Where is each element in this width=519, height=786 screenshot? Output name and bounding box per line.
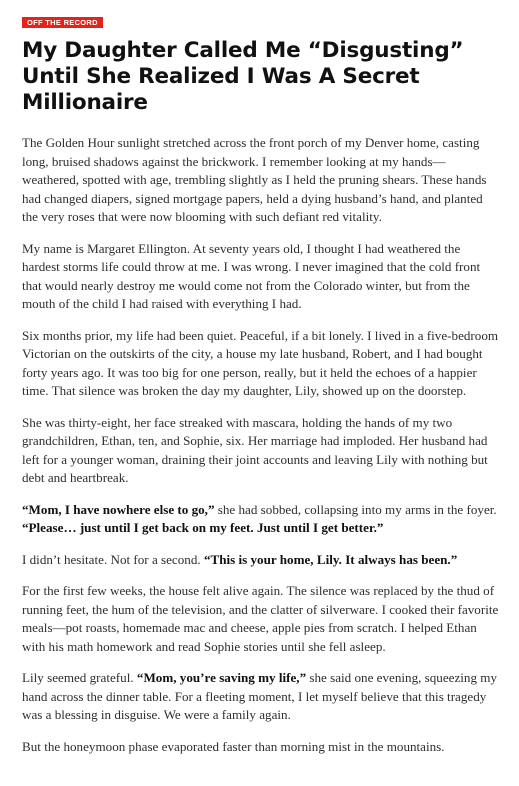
paragraph-9: But the honeymoon phase evaporated faster than morning mist in the mountains. — [22, 738, 445, 754]
paragraph-4: She was thirty-eight, her face streaked with mascara, holding the hands of my two grandchildren, Ethan, ten, and Sophie, six. Her marriage had imploded. Her husband had left for a younger woman, draining their joint accounts and leaving Lily with nothing but debt and heartbreak. — [22, 414, 488, 485]
paragraph-text: she said one evening, squeezing my hand across the dinner table. For a fleeting moment, I let myself believe that this tragedy was a blessing in disguise. We were a family again. — [22, 670, 498, 722]
article-title: My Daughter Called Me “Disgusting” Until She Realized I Was A Secret Millionaire — [22, 38, 464, 115]
paragraph-text: Lily seemed grateful. — [22, 670, 137, 685]
paragraph-3: Six months prior, my life had been quiet. Peaceful, if a bit lonely. I lived in a five-bedroom Victorian on the outskirts of the city, a house my late husband, Robert, and I had bought forty years ago. It was too big for one person, really, but it held the echoes of a happier time. That silence was broken the day my daughter, Lily, showed up on the doorstep. — [22, 327, 499, 398]
paragraph-5 — [22, 501, 501, 538]
quote: “Mom, you’re saving my life,” — [136, 670, 307, 685]
quote: “Please… just until I get back on my feet. Just until I get better.” — [22, 520, 384, 535]
article-body — [22, 134, 501, 756]
category-badge[interactable]: OFF THE RECORD — [22, 17, 103, 28]
paragraph-text: I didn’t hesitate. Not for a second. — [22, 551, 204, 567]
paragraph-8 — [22, 669, 501, 725]
quote: “Mom, I have nowhere else to go,” — [22, 501, 215, 517]
quote: “This is your home, Lily. It always has been.” — [203, 551, 458, 567]
paragraph-2: My name is Margaret Ellington. At seventy years old, I thought I had weathered the hardest storms life could throw at me. I was wrong. I never imagined that the cold front that would nearly destroy me would come not from the Colorado winter, but from the mouth of the child I had raised with everything I had. — [22, 240, 481, 311]
paragraph-1: The Golden Hour sunlight stretched across the front porch of my Denver home, casting long, bruised shadows against the brickwork. I remember looking at my hands—weathered, spotted with age, trembling slightly as I held the pruning shears. These hands had changed diapers, signed mortgage papers, held a dying husband’s hand, and planted the very roses that were now blooming with such defiant red vitality. — [22, 135, 487, 224]
paragraph-6 — [22, 551, 501, 570]
paragraph-text: she had sobbed, collapsing into my arms in the foyer. — [214, 501, 497, 517]
paragraph-7: For the first few weeks, the house felt alive again. The silence was replaced by the thud of running feet, the hum of the television, and the clatter of silverware. I cooked their favorite meals—pot roasts, homemade mac and cheese, apple pies from scratch. I helped Ethan with his math homework and read Sophie stories until she fell asleep. — [22, 583, 499, 654]
